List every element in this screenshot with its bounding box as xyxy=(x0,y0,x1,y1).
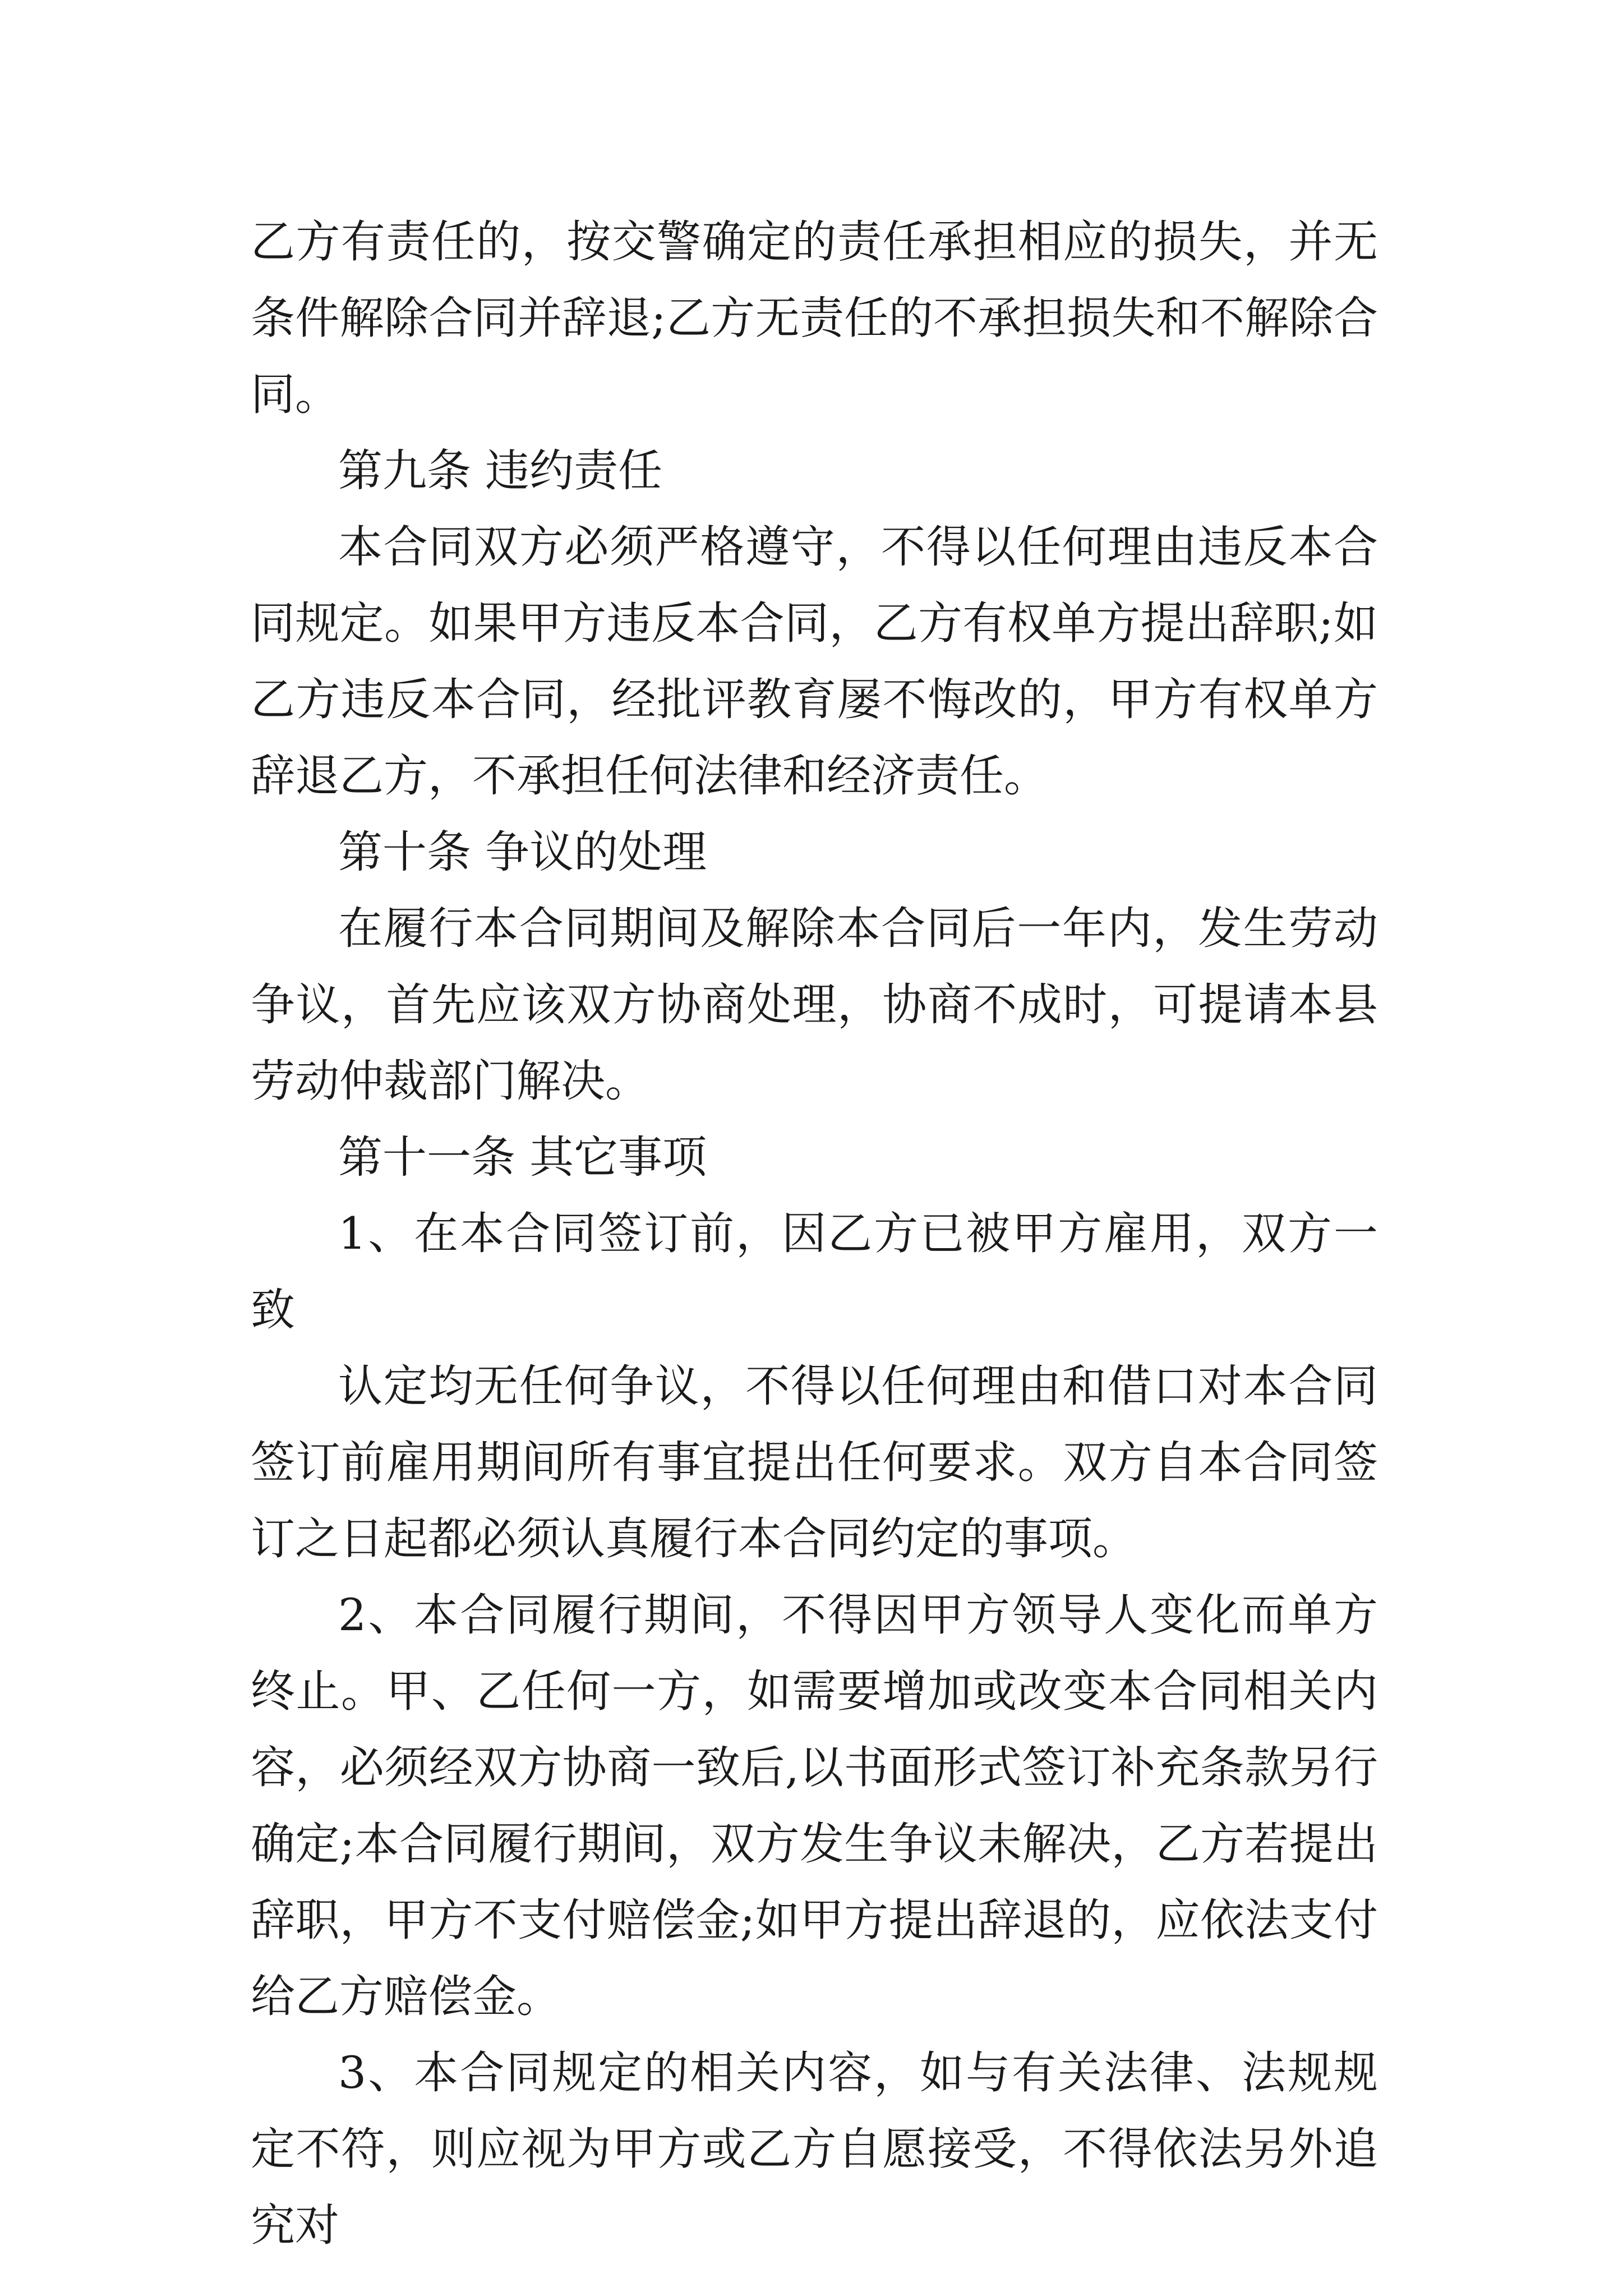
paragraph-dispute-resolution: 在履行本合同期间及解除本合同后一年内，发生劳动争议，首先应该双方协商处理，协商不成时，可提请本县劳动仲裁部门解决。 xyxy=(251,903,1378,1107)
paragraph-liability-continued: 乙方有责任的，按交警确定的责任承担相应的损失，并无条件解除合同并辞退;乙方无责任的不承担损失和不解除合同。 xyxy=(251,216,1378,420)
section-heading-article-11: 第十一条 其它事项 xyxy=(338,1131,707,1183)
contract-body xyxy=(251,204,1378,2263)
paragraph-item-2: 2、本合同履行期间，不得因甲方领导人变化而单方终止。甲、乙任何一方，如需要增加或改变本合同相关内容，必须经双方协商一致后,以书面形式签订补充条款另行确定;本合同履行期间，双方发生争议未解决，乙方若提出辞职，甲方不支付赔偿金;如甲方提出辞退的，应依法支付给乙方赔偿金。 xyxy=(251,1589,1378,2022)
section-heading-article-9: 第九条 违约责任 xyxy=(338,445,663,496)
section-heading-article-10: 第十条 争议的处理 xyxy=(338,826,707,878)
paragraph-item-1-continued: 认定均无任何争议，不得以任何理由和借口对本合同签订前雇用期间所有事宜提出任何要求。双方自本合同签订之日起都必须认真履行本合同约定的事项。 xyxy=(251,1360,1378,1565)
paragraph-breach-of-contract: 本合同双方必须严格遵守，不得以任何理由违反本合同规定。如果甲方违反本合同，乙方有权单方提出辞职;如乙方违反本合同，经批评教育屡不悔改的，甲方有权单方辞退乙方，不承担任何法律和经济责任。 xyxy=(251,521,1378,802)
paragraph-item-1-start: 1、在本合同签订前，因乙方已被甲方雇用，双方一致 xyxy=(251,1208,1378,1336)
paragraph-item-3: 3、本合同规定的相关内容，如与有关法律、法规规定不符，则应视为甲方或乙方自愿接受，不得依法另外追究对 xyxy=(251,2047,1378,2251)
